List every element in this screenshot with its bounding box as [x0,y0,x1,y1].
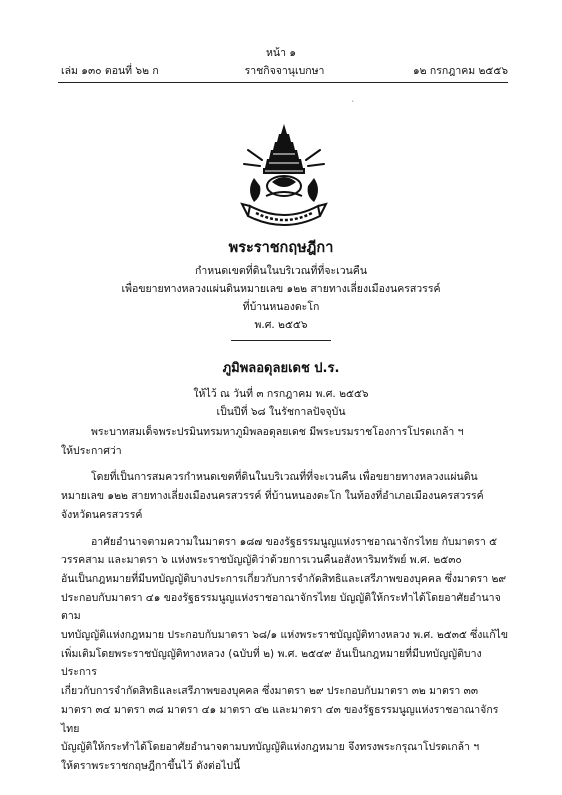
decree-title: พระราชกฤษฎีกา [228,240,334,256]
scan-speck: ` [351,100,355,109]
text-line: เพิ่มเติมโดยพระราชบัญญัติทางหลวง (ฉบับที่ ๒) พ.ศ. ๒๕๔๙ อันเป็นกฎหมายที่มีบทบัญญัติบางประการ [61,647,482,679]
text-line: พระบาทสมเด็จพระปรมินทรมหาภูมิพลอดุลยเดช มีพระบรมราชโองการโปรดเกล้า ฯ [91,426,464,438]
decree-body [61,423,511,776]
text-line: ประกอบกับมาตรา ๔๑ ของรัฐธรรมนูญแห่งราชอาณาจักรไทย บัญญัติให้กระทำได้โดยอาศัยอำนาจตาม [61,591,501,623]
decree-subtitle: กำหนดเขตที่ดินในบริเวณที่ที่จะเวนคืน [194,265,367,277]
paragraph [61,533,511,776]
reign-year: เป็นปีที่ ๖๘ ในรัชกาลปัจจุบัน [216,406,346,418]
paragraph [61,468,511,524]
page-number: หน้า ๑ [266,47,296,59]
text-line: บทบัญญัติแห่งกฎหมาย ประกอบกับมาตรา ๖๘/๑ แห่งพระราชบัญญัติทางหลวง พ.ศ. ๒๕๓๕ ซึ่งแก้ไข [61,629,509,642]
volume-issue: เล่ม ๑๓๐ ตอนที่ ๖๒ ก [61,65,159,77]
text-line: ให้ประกาศว่า [61,444,122,457]
text-line: วรรคสาม และมาตรา ๖ แห่งพระราชบัญญัติว่าด้วยการเวนคืนอสังหาริมทรัพย์ พ.ศ. ๒๕๓๐ [61,554,462,567]
gazette-header [61,62,508,78]
text-line: อาศัยอำนาจตามความในมาตรา ๑๘๗ ของรัฐธรรมนูญแห่งราชอาณาจักรไทย กับมาตรา ๕ [91,535,498,548]
text-line: บัญญัติให้กระทำได้โดยอาศัยอำนาจตามบทบัญญัติแห่งกฎหมาย จึงทรงพระกรุณาโปรดเกล้า ฯ [61,741,480,754]
royal-signature-name: ภูมิพลอดุลยเดช ป.ร. [222,361,340,376]
text-line: มาตรา ๓๔ มาตรา ๓๘ มาตรา ๔๑ มาตรา ๔๒ และมาตรา ๔๓ ของรัฐธรรมนูญแห่งราชอาณาจักรไทย [61,703,499,735]
header-divider [58,82,508,83]
text-line: ให้ตราพระราชกฤษฎีกาขึ้นไว้ ดังต่อไปนี้ [61,759,241,772]
royal-seal-emblem [236,120,332,232]
text-line: จังหวัดนครสวรรค์ [61,508,143,521]
title-divider [231,340,331,341]
text-line: เกี่ยวกับการจำกัดสิทธิและเสรีภาพของบุคคล ซึ่งมาตรา ๒๙ ประกอบกับมาตรา ๓๒ มาตรา ๓๓ [61,685,479,698]
paragraph [61,423,511,460]
text-line: โดยที่เป็นการสมควรกำหนดเขตที่ดินในบริเวณที่ที่จะเวนคืน เพื่อขยายทางหลวงแผ่นดิน [91,471,478,484]
given-date: ให้ไว้ ณ วันที่ ๓ กรกฎาคม พ.ศ. ๒๕๕๖ [193,388,369,400]
decree-subtitle: เพื่อขยายทางหลวงแผ่นดินหมายเลข ๑๒๒ สายทางเลี่ยงเมืองนครสวรรค์ [121,283,441,295]
publication-name: ราชกิจจานุเบกษา [244,65,325,77]
decree-year: พ.ศ. ๒๕๕๖ [254,319,308,331]
text-line: หมายเลข ๑๒๒ สายทางเลี่ยงเมืองนครสวรรค์ ที่บ้านหนองดะโก ในท้องที่อำเภอเมืองนครสวรรค์ [61,490,484,503]
publication-date: ๑๒ กรกฎาคม ๒๕๕๖ [413,65,508,77]
text-line: อันเป็นกฎหมายที่มีบทบัญญัติบางประการเกี่ยวกับการจำกัดสิทธิและเสรีภาพของบุคคล ซึ่งมาตรา ๒๙ [61,572,507,585]
decree-subtitle: ที่บ้านหนองดะโก [242,301,320,313]
